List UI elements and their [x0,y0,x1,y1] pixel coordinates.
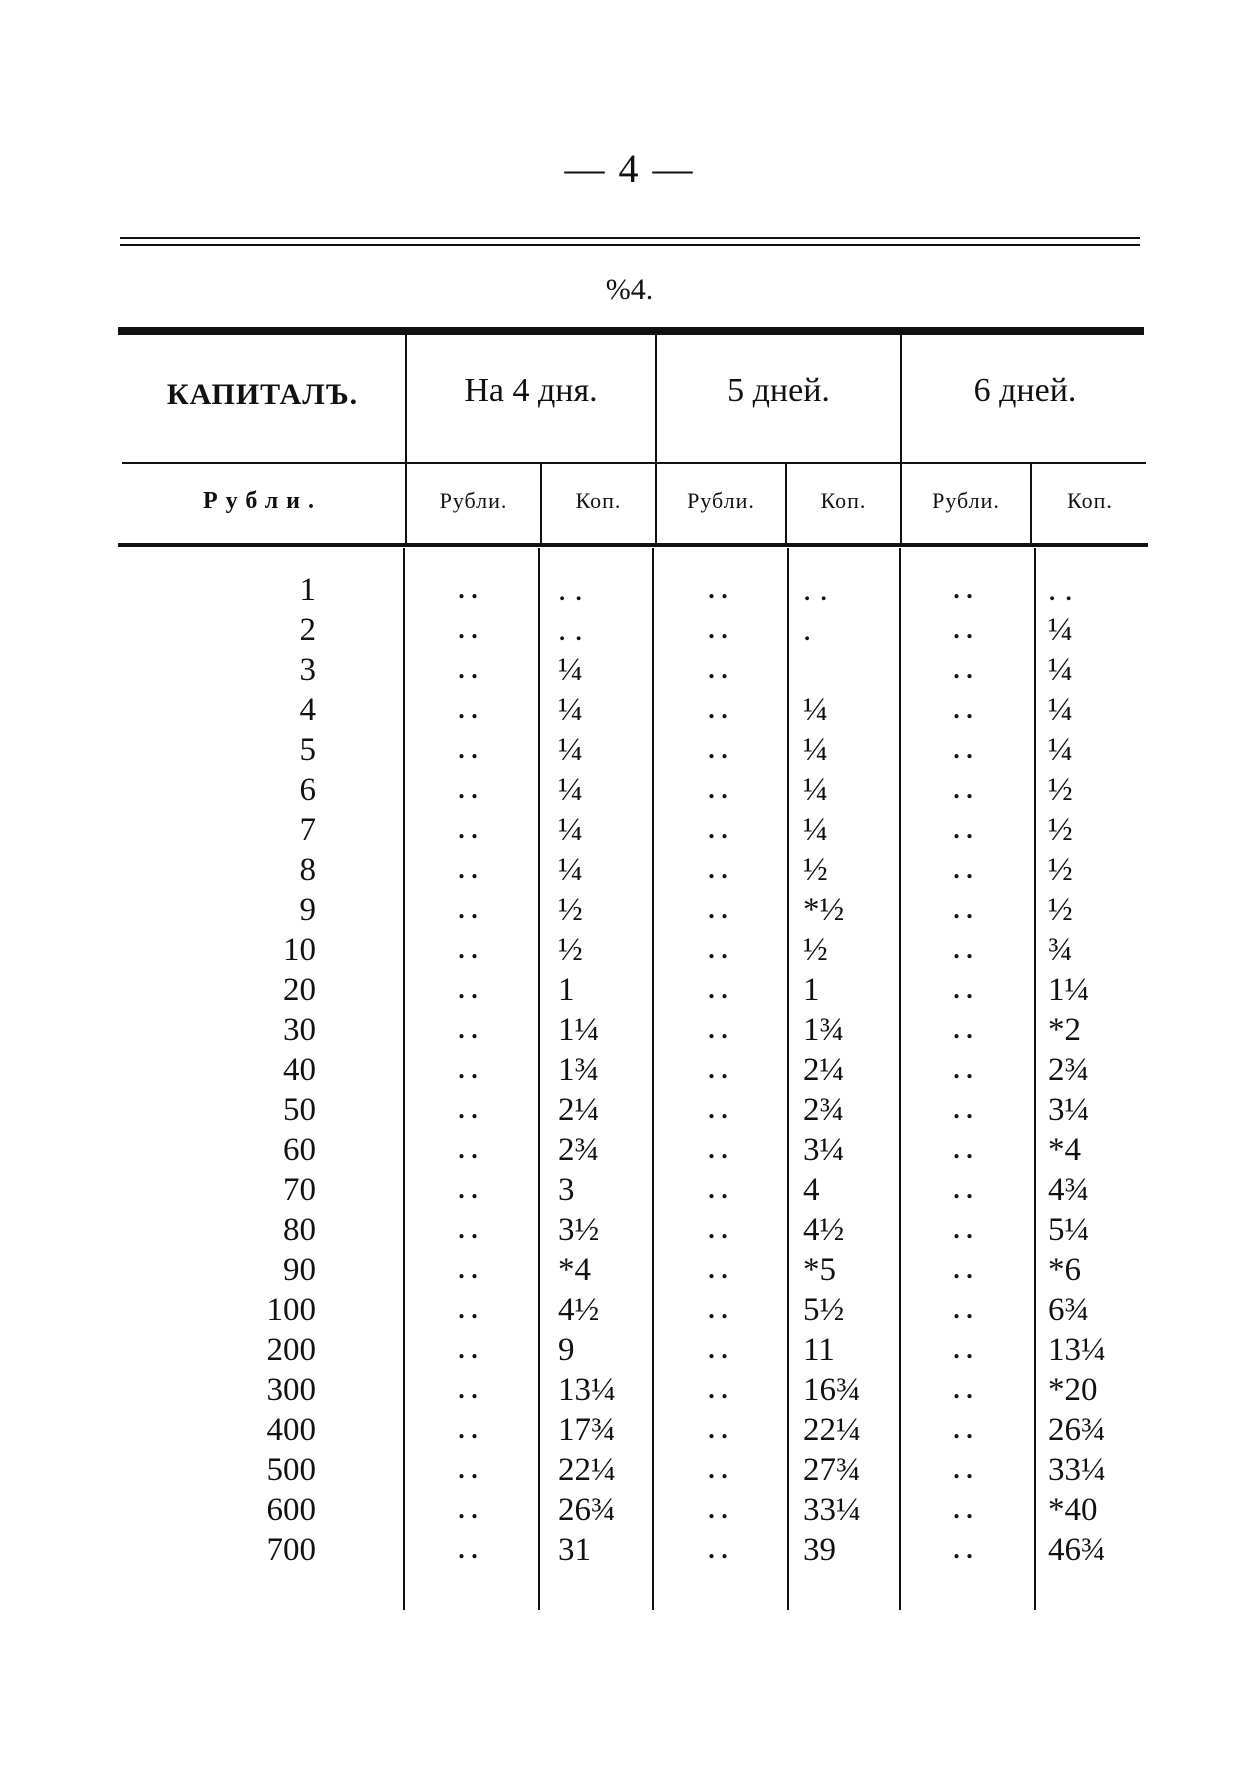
capital-value: 8 [299,852,316,888]
cell-r5: . . [708,855,728,884]
cell-k5: *5 [803,1252,836,1288]
cell-k6: *40 [1048,1492,1098,1528]
cell-r4: . . [458,1255,478,1284]
table-row [118,1050,1148,1090]
table-row [118,690,1148,730]
cell-r6: . . [953,1215,973,1244]
capital-value: 300 [266,1372,316,1408]
cell-r5: . . [708,615,728,644]
table-row [118,650,1148,690]
cell-k5: ¼ [803,772,828,808]
cell-r4: . . [458,655,478,684]
cell-k5: 33¼ [803,1492,861,1528]
cell-k6: 46¾ [1048,1532,1106,1568]
table-row [118,1010,1148,1050]
table-row [118,810,1148,850]
header-bottom-rule [118,543,1148,547]
cell-r4: . . [458,615,478,644]
table-row [118,1250,1148,1290]
cell-k4: . . [558,572,583,608]
cell-k5: 2¾ [803,1092,845,1128]
cell-k6: ¼ [1048,612,1073,648]
table-row [118,1170,1148,1210]
cell-k4: 2¼ [558,1092,600,1128]
cell-k4: ¼ [558,772,583,808]
cell-k5: 11 [803,1332,835,1368]
cell-r6: . . [953,1415,973,1444]
capital-value: 200 [266,1332,316,1368]
cell-r5: . . [708,1095,728,1124]
cell-r5: . . [708,1055,728,1084]
cell-r4: . . [458,1295,478,1324]
header-rubles-5: Рубли. [687,488,755,513]
capital-value: 60 [283,1132,316,1168]
capital-value: 400 [266,1412,316,1448]
cell-k6: 13¼ [1048,1332,1106,1368]
cell-k4: ¼ [558,652,583,688]
capital-value: 80 [283,1212,316,1248]
table-row [118,570,1148,610]
cell-k4: 3 [558,1172,575,1208]
capital-value: 70 [283,1172,316,1208]
capital-value: 1 [299,572,316,608]
cell-k5: 3¼ [803,1132,845,1168]
capital-value: 600 [266,1492,316,1528]
cell-k6: 26¾ [1048,1412,1106,1448]
cell-k4: 1¼ [558,1012,600,1048]
table-row [118,1370,1148,1410]
header-rubles-4: Рубли. [439,488,508,513]
cell-r4: . . [458,1135,478,1164]
cell-r4: . . [458,695,478,724]
cell-k4: 31 [558,1532,591,1568]
capital-value: 30 [283,1012,316,1048]
capital-value: 9 [299,892,316,928]
cell-r6: . . [953,1455,973,1484]
page-number: — 4 — [564,146,695,191]
cell-r5: . . [708,775,728,804]
cell-k6: ½ [1048,892,1073,928]
cell-r5: . . [708,815,728,844]
cell-r5: . . [708,1015,728,1044]
capital-value: 100 [266,1292,316,1328]
cell-r5: . . [708,935,728,964]
cell-k4: . . [558,612,583,648]
cell-k5: . [803,612,812,648]
header-col-5-days: 5 дней. [727,372,830,409]
cell-r4: . . [458,1415,478,1444]
cell-k4: 13¼ [558,1372,616,1408]
cell-r5: . . [708,1375,728,1404]
header-rubles-6: Рубли. [932,488,1000,513]
cell-r5: . . [708,1495,728,1524]
cell-r6: . . [953,655,973,684]
cell-r4: . . [458,775,478,804]
cell-k5: ¼ [803,812,828,848]
cell-k6: 5¼ [1048,1212,1090,1248]
cell-r6: . . [953,1255,973,1284]
table-row [118,970,1148,1010]
table-row [118,610,1148,650]
capital-value: 50 [283,1092,316,1128]
cell-k5: 4½ [803,1212,845,1248]
table-row [118,770,1148,810]
cell-k6: ½ [1048,772,1073,808]
table-row [118,1450,1148,1490]
cell-k4: 26¾ [558,1492,616,1528]
capital-value: 10 [283,932,316,968]
cell-r4: . . [458,1055,478,1084]
cell-k4: ½ [558,892,583,928]
cell-r5: . . [708,1295,728,1324]
cell-k4: 9 [558,1332,575,1368]
cell-r4: . . [458,1375,478,1404]
cell-r4: . . [458,575,478,604]
cell-r4: . . [458,1455,478,1484]
table-row [118,1290,1148,1330]
cell-k6: . . [1048,572,1073,608]
cell-k5: 1 [803,972,820,1008]
cell-r5: . . [708,655,728,684]
cell-k4: ¼ [558,732,583,768]
cell-r4: . . [458,895,478,924]
cell-k6: 33¼ [1048,1452,1106,1488]
cell-k6: ¾ [1048,932,1073,968]
cell-k4: 22¼ [558,1452,616,1488]
cell-r5: . . [708,1135,728,1164]
table-row [118,1130,1148,1170]
thick-rule [118,327,1144,335]
table-row [118,1090,1148,1130]
cell-r5: . . [708,735,728,764]
cell-r5: . . [708,1255,728,1284]
cell-k5: *½ [803,892,845,928]
cell-r5: . . [708,1535,728,1564]
cell-r4: . . [458,735,478,764]
cell-r6: . . [953,1135,973,1164]
capital-value: 700 [266,1532,316,1568]
cell-r4: . . [458,1495,478,1524]
header-kop-5: Коп. [820,488,867,513]
cell-r5: . . [708,575,728,604]
header-mid-rule [122,462,1146,464]
capital-value: 40 [283,1052,316,1088]
top-double-rule [120,237,1140,246]
cell-k4: 1¾ [558,1052,600,1088]
table-row [118,1490,1148,1530]
cell-r6: . . [953,1055,973,1084]
cell-r5: . . [708,975,728,1004]
cell-r6: . . [953,1375,973,1404]
capital-value: 3 [299,652,316,688]
cell-r6: . . [953,775,973,804]
cell-k4: 1 [558,972,575,1008]
cell-k5: . . [803,572,828,608]
rate-label: %4. [605,273,654,306]
cell-r4: . . [458,815,478,844]
cell-r4: . . [458,1535,478,1564]
cell-r4: . . [458,1335,478,1364]
cell-k5: ½ [803,852,828,888]
cell-r4: . . [458,855,478,884]
cell-k6: 4¾ [1048,1172,1090,1208]
table-row [118,1530,1148,1570]
cell-r6: . . [953,1295,973,1324]
cell-r6: . . [953,1095,973,1124]
cell-r6: . . [953,575,973,604]
cell-r6: . . [953,615,973,644]
cell-r6: . . [953,895,973,924]
header-kop-4: Коп. [575,488,622,513]
header-kop-6: Коп. [1067,488,1113,513]
cell-k4: *4 [558,1252,591,1288]
cell-k6: *6 [1048,1252,1081,1288]
header-col-4-days: На 4 дня. [464,372,598,409]
cell-r5: . . [708,1175,728,1204]
capital-value: 6 [299,772,316,808]
table-row [118,890,1148,930]
cell-r6: . . [953,1495,973,1524]
cell-r4: . . [458,935,478,964]
table-row [118,730,1148,770]
table-row [118,850,1148,890]
cell-r4: . . [458,1215,478,1244]
cell-k6: *2 [1048,1012,1081,1048]
table-row [118,1410,1148,1450]
cell-r6: . . [953,1175,973,1204]
cell-r5: . . [708,695,728,724]
cell-k4: ½ [558,932,583,968]
cell-k5: ½ [803,932,828,968]
cell-k4: 2¾ [558,1132,600,1168]
cell-r6: . . [953,1015,973,1044]
cell-r4: . . [458,975,478,1004]
cell-r6: . . [953,1335,973,1364]
cell-k5: 5½ [803,1292,845,1328]
cell-k4: ¼ [558,692,583,728]
header-col-6-days: 6 дней. [973,372,1077,409]
capital-value: 2 [299,612,316,648]
cell-r5: . . [708,1455,728,1484]
header-rubles-capital: Рубли. [202,488,323,514]
cell-r5: . . [708,1335,728,1364]
cell-k6: *20 [1048,1372,1098,1408]
cell-r6: . . [953,815,973,844]
cell-k4: ¼ [558,812,583,848]
cell-k6: ¼ [1048,692,1073,728]
capital-value: 500 [266,1452,316,1488]
cell-k5: 2¼ [803,1052,845,1088]
cell-k5: 1¾ [803,1012,845,1048]
cell-k5: 4 [803,1172,820,1208]
cell-r6: . . [953,935,973,964]
cell-r5: . . [708,895,728,924]
cell-k6: 2¾ [1048,1052,1090,1088]
cell-k5 [783,650,923,690]
cell-r6: . . [953,975,973,1004]
cell-k6: 3¼ [1048,1092,1090,1128]
table-row [118,930,1148,970]
cell-k5: 22¼ [803,1412,861,1448]
cell-r6: . . [953,1535,973,1564]
cell-r5: . . [708,1415,728,1444]
table-row [118,1210,1148,1250]
cell-k6: ¼ [1048,652,1073,688]
cell-k6: 1¼ [1048,972,1090,1008]
cell-k5: ¼ [803,732,828,768]
cell-r4: . . [458,1175,478,1204]
cell-r6: . . [953,855,973,884]
cell-k6: *4 [1048,1132,1081,1168]
cell-k4: 4½ [558,1292,600,1328]
cell-k5: 16¾ [803,1372,861,1408]
cell-k6: 6¾ [1048,1292,1090,1328]
capital-value: 5 [299,732,316,768]
cell-k5: 27¾ [803,1452,861,1488]
cell-k5: 39 [803,1532,836,1568]
cell-k4: ¼ [558,852,583,888]
cell-k4: 3½ [558,1212,600,1248]
cell-r4: . . [458,1095,478,1124]
cell-k6: ¼ [1048,732,1073,768]
cell-r4: . . [458,1015,478,1044]
capital-value: 4 [299,692,316,728]
cell-r6: . . [953,695,973,724]
cell-k6: ½ [1048,852,1073,888]
header-capital: КАПИТАЛЪ. [166,378,359,411]
capital-value: 7 [299,812,316,848]
cell-k5: ¼ [803,692,828,728]
cell-k6: ½ [1048,812,1073,848]
cell-r6: . . [953,735,973,764]
capital-value: 20 [283,972,316,1008]
cell-r5: . . [708,1215,728,1244]
capital-value: 90 [283,1252,316,1288]
table-row [118,1330,1148,1370]
cell-k4: 17¾ [558,1412,616,1448]
